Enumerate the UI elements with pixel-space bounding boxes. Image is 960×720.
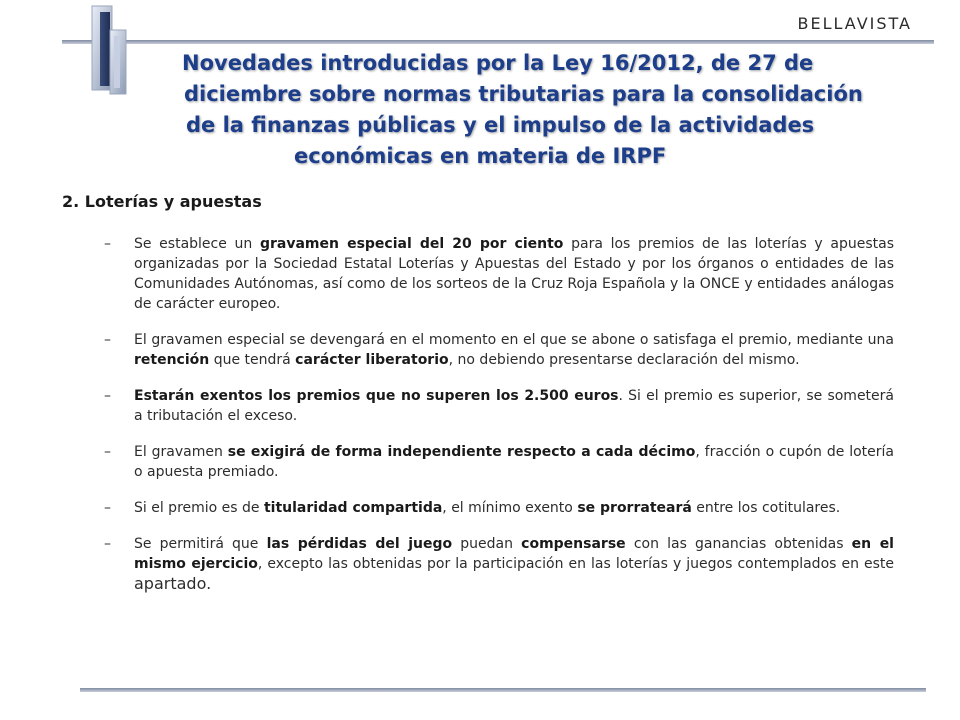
list-item: – Se permitirá que las pérdidas del juego puedan compensarse con las ganancias obtenidas en el mismo ejercicio, excepto las obtenidas por la participación en las loterías y juegos contemplados en este apartado. (104, 536, 895, 593)
title-line-4: económicas en materia de IRPF (294, 144, 667, 168)
title-line-2: diciembre sobre normas tributarias para la consolidación (184, 82, 863, 106)
brand-logo-text: BELLAVISTA (797, 14, 912, 33)
bullet-list (104, 234, 894, 611)
list-item: – Estarán exentos los premios que no superen los 2.500 euros. Si el premio es superior, se someterá a tributación el exceso. (104, 388, 894, 424)
footer-rule (80, 688, 926, 692)
dash-bullet: – (104, 444, 111, 460)
dash-bullet: – (104, 388, 111, 404)
dash-bullet: – (104, 236, 111, 252)
title-line-1: Novedades introducidas por la Ley 16/2012, de 27 de (182, 51, 814, 75)
list-item: – El gravamen se exigirá de forma independiente respecto a cada décimo, fracción o cupón de lotería o apuesta premiado. (104, 444, 894, 480)
list-item: – Si el premio es de titularidad compartida, el mínimo exento se prorrateará entre los cotitulares. (104, 500, 841, 516)
dash-bullet: – (104, 332, 111, 348)
list-item: – El gravamen especial se devengará en el momento en el que se abone o satisfaga el premio, mediante una retención que tendrá carácter liberatorio, no debiendo presentarse declaración del mismo. (104, 332, 894, 368)
bellavista-emblem-icon (88, 2, 134, 98)
page-title (168, 48, 888, 172)
title-line-3: de la finanzas públicas y el impulso de la actividades (186, 113, 815, 137)
header-rule (62, 40, 934, 44)
section-heading: 2. Loterías y apuestas (62, 192, 262, 211)
dash-bullet: – (104, 536, 111, 552)
dash-bullet: – (104, 500, 111, 516)
list-item: – Se establece un gravamen especial del 20 por ciento para los premios de las loterías y apuestas organizadas por la Sociedad Estatal Loterías y Apuestas del Estado y por los órganos o entidades de las Comunidades Autónomas, así como de los sorteos de la Cruz Roja Española y la ONCE y entidades análogas de carácter europeo. (104, 236, 894, 312)
